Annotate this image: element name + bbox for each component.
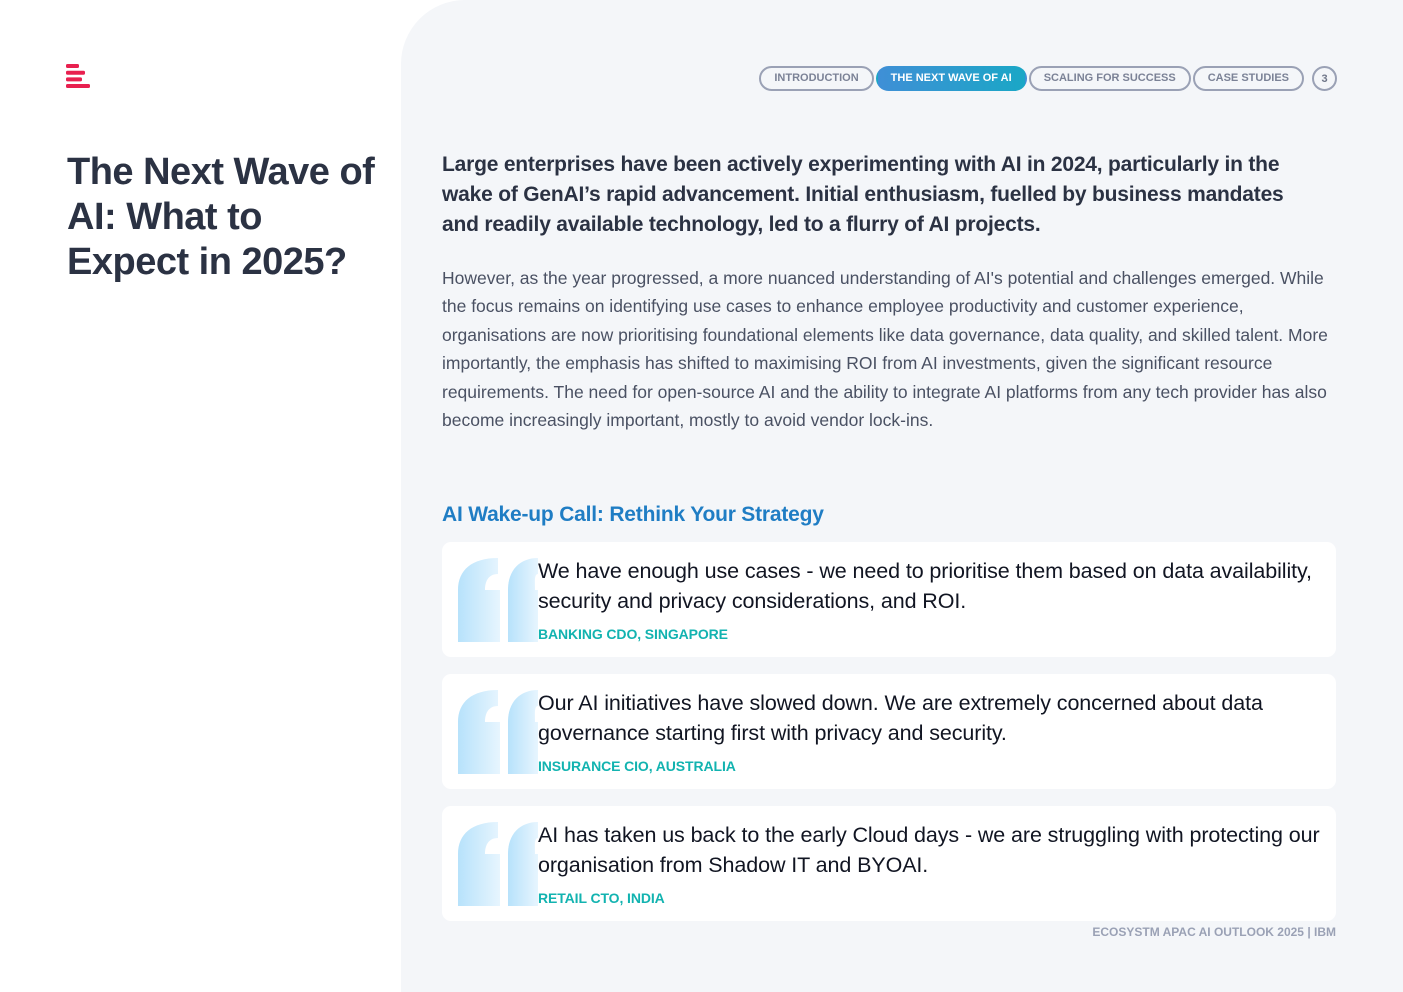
quote-source: BANKING CDO, SINGAPORE (538, 626, 728, 642)
body-paragraph: However, as the year progressed, a more nuanced understanding of AI's potential and challenges emerged. While the focus remains on identifying use cases to enhance employee productivity and customer experience, organisations are now prioritising foundational elements like data governance, data quality, and skilled talent. More importantly, the emphasis has shifted to maximising ROI from AI investments, given the significant resource requirements. The need for open-source AI and the ability to integrate AI platforms from any tech provider has also become increasingly important, mostly to avoid vendor lock-ins. (442, 268, 1328, 431)
quote-mark-icon (458, 558, 538, 642)
section-heading: AI Wake-up Call: Rethink Your Strategy (442, 503, 824, 526)
quote-mark-icon (458, 822, 538, 906)
lead-paragraph: Large enterprises have been actively experimenting with AI in 2024, particularly in the wake of GenAI’s rapid advancement. Initial enthusiasm, fuelled by business mandates and readily available technology, led to a flurry of AI projects. (442, 153, 1284, 236)
page-number: 3 (1312, 66, 1337, 91)
quote-source: RETAIL CTO, INDIA (538, 890, 665, 906)
quote-text: We have enough use cases - we need to prioritise them based on data availability, security and privacy considerations, and ROI. (538, 559, 1312, 613)
tab-scaling-for-success[interactable]: SCALING FOR SUCCESS (1029, 66, 1191, 91)
quote-text: AI has taken us back to the early Cloud days - we are struggling with protecting our organisation from Shadow IT and BYOAI. (538, 823, 1320, 877)
tab-case-studies[interactable]: CASE STUDIES (1193, 66, 1304, 91)
quote-source: INSURANCE CIO, AUSTRALIA (538, 758, 736, 774)
quote-text: Our AI initiatives have slowed down. We are extremely concerned about data governance starting first with privacy and security. (538, 691, 1263, 745)
ecosystm-logo-icon (66, 64, 90, 88)
tab-introduction[interactable]: INTRODUCTION (759, 66, 873, 91)
quote-card (442, 542, 1336, 657)
quote-mark-icon (458, 690, 538, 774)
tab-next-wave-of-ai[interactable]: THE NEXT WAVE OF AI (876, 66, 1027, 91)
page-title: The Next Wave of AI: What to Expect in 2025? (67, 151, 375, 283)
footer: ECOSYSTM APAC AI OUTLOOK 2025 | IBM (1092, 925, 1336, 939)
quote-card (442, 806, 1336, 921)
section-nav (757, 66, 1337, 91)
quote-card (442, 674, 1336, 789)
